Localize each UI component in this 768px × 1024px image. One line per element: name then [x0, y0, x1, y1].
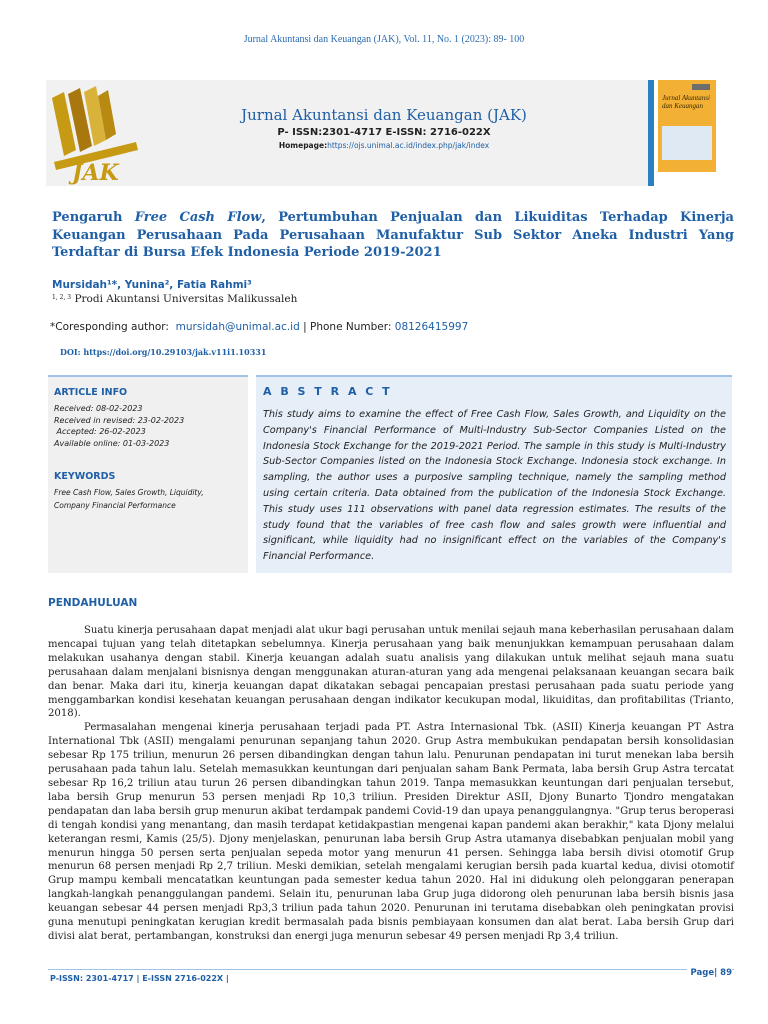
date-accepted: Accepted: 26-02-2023	[54, 427, 146, 436]
date-received: Received: 08-02-2023	[54, 404, 143, 413]
article-title	[52, 209, 734, 262]
journal-masthead	[46, 80, 722, 186]
abstract-heading: A B S T R A C T	[263, 385, 393, 398]
affiliation-marks: 1, 2, 3	[52, 294, 72, 301]
doi-link[interactable]: DOI: https://doi.org/10.29103/jak.v11i1.10331	[60, 347, 267, 357]
abstract-box	[256, 375, 732, 573]
article-info-heading: ARTICLE INFO	[54, 387, 128, 398]
journal-homepage	[46, 141, 722, 150]
keywords-list: Free Cash Flow, Sales Growth, Liquidity, Company Financial Performance	[54, 488, 204, 510]
abstract-text: This study aims to examine the effect of Free Cash Flow, Sales Growth, and Liquidity on the Company's Financial Performance of Multi-Industry Sub-Sector Companies Listed on the Indonesia Stock Exchange for the 2019-2021 Period. The sample in this study is Multi-Industry Sub-Sector Companies listed on the Indonesia Stock Exchange. Indonesia stock exchange. In sampling, the author uses a purposive sampling technique, namely the sampling method using certain criteria. Data obtained from the publication of the Indonesia Stock Exchange. This study uses 111 observations with panel data regression estimates. The results of the study found that the variables of free cash flow and sales growth were influential and significant, while liquidity had no insignificant effect on the variables of the Company's Financial Performance.	[263, 409, 726, 563]
author-list: Mursidah¹*, Yunina², Fatia Rahmi³	[52, 279, 252, 291]
paragraph: Suatu kinerja perusahaan dapat menjadi alat ukur bagi perusahan untuk menilai sejauh mana keberhasilan perusahaan dalam mencapai tujuan yang telah ditetapkan sebelumnya. Kinerja perusahaan yang baik menunjukkan kemampuan perusahaan dalam melakukan usahanya dengan stabil. Kinerja keuangan adalah suatu analisis yang dilakukan untuk melihat sejauh mana suatu perusahaan dalam menjalani bisnisnya dengan menggunakan aturan-aturan yang ada mengenai pelaksanaan keuangan secara baik dan benar. Maka dari itu, kinerja keuangan dapat dikatakan sebagai pencapaian prestasi perusahaan pada suatu periode yang menggambarkan kondisi kesehatan keuangan perusahaan dengan indikator kecukupan modal, likuiditas, dan profitabilitas (Trianto, 2018).	[48, 625, 734, 720]
title-post: , Pertumbuhan Penjualan dan Likuiditas Terhadap Kinerja Keuangan Perusahaan Pada Perusahaan Manufaktur Sub Sektor Aneka Industri Yang Terdaftar di Bursa Efek Indonesia Periode 2019-2021	[52, 210, 734, 260]
svg-text:JAK: JAK	[72, 160, 119, 186]
footer-rule	[48, 969, 734, 970]
affiliation	[52, 293, 297, 305]
footer-issn: P-ISSN: 2301-4717 | E-ISSN 2716-022X |	[50, 974, 229, 983]
correspondence-label: *Coresponding author:	[50, 321, 169, 333]
page-number: Page| 89	[687, 968, 732, 978]
journal-issn: P- ISSN:2301-4717 E-ISSN: 2716-022X	[277, 127, 491, 138]
cover-tag	[692, 84, 710, 90]
phone-number: 08126415997	[394, 321, 469, 333]
keywords-heading: KEYWORDS	[54, 471, 116, 482]
date-revised: Received in revised: 23-02-2023	[54, 415, 185, 425]
cover-title: Jurnal Akuntansi dan Keuangan	[662, 94, 710, 110]
article-info-box	[48, 375, 248, 573]
title-pre: Pengaruh	[52, 210, 135, 225]
phone-label: Phone Number:	[310, 321, 392, 333]
journal-cover-image	[648, 80, 722, 186]
paragraph: Permasalahan mengenai kinerja perusahaan terjadi pada PT. Astra Internasional Tbk. (ASII) Kinerja keuangan PT Astra International Tbk (ASII) mengalami penurunan sepanjang tahun 2020. Grup Astra membukukan pendapatan bersih konsolidasian sebesar Rp 175 triliun, menurun 26 persen dibandingkan dengan tahun lalu. Penurunan pendapatan ini turut menekan laba bersih perusahaan pada tahun lalu. Setelah memasukkan keuntungan dari penjualan saham Bank Permata, laba bersih Grup Astra tercatat sebesar Rp 16,2 triliun atau turun 26 persen dibandingkan tahun 2019. Tanpa memasukkan keuntungan dari penjualan tersebut, laba bersih Grup menurun 53 persen menjadi Rp 10,3 triliun. Presiden Direktur ASII, Djony Bunarto Tjondro mengatakan pendapatan dan laba bersih grup menurun akibat terdampak pandemi Covid-19 dan upaya penanggulangnya. "Grup terus beroperasi di tengah kondisi yang menantang, dan masih terdapat ketidakpastian mengenai kapan pandemi akan berakhir," kata Djony melalui keterangan resmi, Kamis (25/5). Djony menjelaskan, penurunan laba bersih Grup Astra utamanya disebabkan penjualan mobil yang menurun hingga 50 persen serta penjualan sepeda motor yang menurun 41 persen. Sehingga laba bersih divisi otomotif Grup menurun 68 persen menjadi Rp 2,7 triliun. Meski demikian, setelah mengalami kerugian bersih pada kuartal kedua, divisi otomotif Grup mampu kembali mencatatkan keuntungan pada semester kedua tahun 2020. Hal ini didukung oleh pelonggaran penerapan langkah-langkah penanggulangan pandemi. Selain itu, penurunan laba Grup juga didorong oleh penurunan laba bersih bisnis jasa keuangan sebesar 44 persen menjadi Rp3,3 triliun pada tahun 2020. Penurunan ini terutama disebabkan oleh peningkatan provisi guna menutupi peningkatan kerugian kredit bermasalah pada bisnis pembiayaan konsumen dan alat berat. Laba bersih Grup dari divisi alat berat, pertambangan, konstruksi dan energi juga menurun sebesar 49 persen menjadi Rp 3,4 triliun.	[48, 722, 734, 942]
title-italic: Free Cash Flow	[134, 210, 262, 225]
homepage-label: Homepage:	[278, 141, 328, 150]
section-heading: PENDAHULUAN	[48, 597, 138, 609]
affiliation-text: Prodi Akuntansi Universitas Malikussaleh	[74, 293, 298, 305]
body-text	[48, 624, 734, 944]
correspondence-line	[50, 321, 468, 333]
running-head: Jurnal Akuntansi dan Keuangan (JAK), Vol. 11, No. 1 (2023): 89- 100	[243, 34, 525, 45]
cover-illustration	[662, 126, 712, 160]
author-email-link[interactable]: mursidah@unimal.ac.id	[175, 321, 300, 333]
article-dates	[54, 403, 184, 449]
correspondence-separator: |	[303, 321, 307, 333]
date-online: Available online: 01-03-2023	[54, 438, 170, 448]
homepage-link[interactable]: https://ojs.unimal.ac.id/index.php/jak/index	[327, 141, 490, 150]
journal-title: Jurnal Akuntansi dan Keuangan (JAK)	[241, 106, 527, 124]
